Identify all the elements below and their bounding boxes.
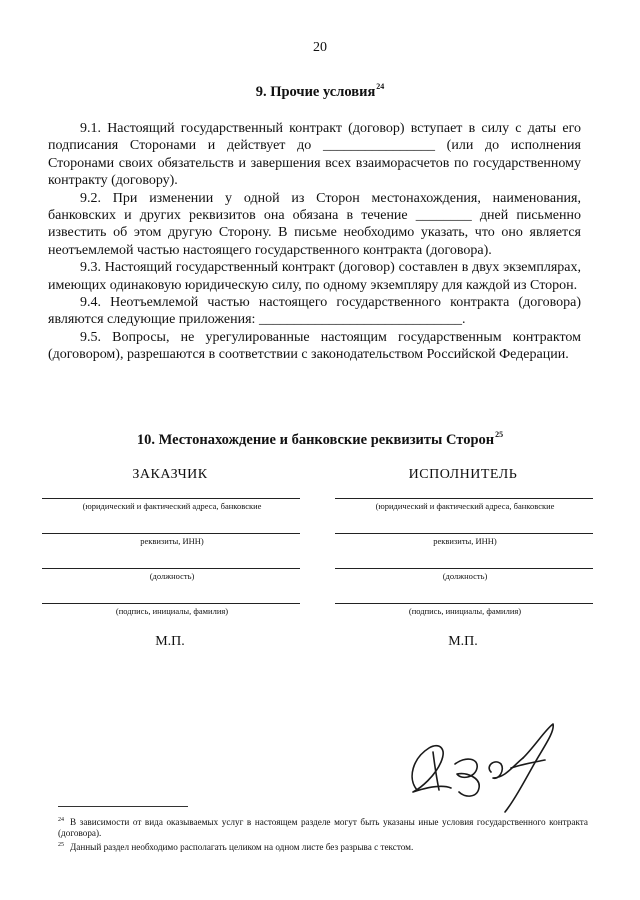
footnote-25-number: 25 [58, 842, 64, 848]
section-10-title [0, 430, 640, 449]
section-9-title-text: 9. Прочие условия [255, 84, 376, 100]
contractor-heading: ИСПОЛНИТЕЛЬ [408, 467, 518, 482]
footnote-separator [58, 806, 188, 807]
footnote-25-text: Данный раздел необходимо располагать целиком на одном листе без разрыва с текстом. [70, 842, 414, 852]
section-9-title [0, 82, 640, 101]
customer-requisites-line [42, 533, 300, 534]
section-10-title-text: 10. Местонахождение и банковские реквизиты Сторон [136, 432, 495, 448]
contractor-address-line [335, 498, 593, 499]
contractor-signature-line [335, 603, 593, 604]
customer-position-caption: (должность) [149, 571, 195, 581]
customer-requisites-caption: реквизиты, ИНН) [140, 536, 204, 546]
contractor-requisites-line [335, 533, 593, 534]
customer-seal-mark: М.П. [155, 634, 185, 649]
customer-address-line [42, 498, 300, 499]
contractor-address-caption: (юридический и фактический адреса, банковские [375, 501, 555, 511]
customer-heading: ЗАКАЗЧИК [132, 467, 208, 482]
customer-signature-caption: (подпись, инициалы, фамилия) [115, 606, 229, 616]
clause-9-5: 9.5. Вопросы, не урегулированные настоящим государственным контрактом (договором), разрешаются в соответствии с законодательством Российской Федерации. [48, 329, 581, 363]
clause-9-2: 9.2. При изменении у одной из Сторон местонахождения, наименования, банковских и других реквизитов она обязана в течение ________ дней письменно известить об этом другую Сторону. В письме необходимо указать, что оно является неотъемлемой частью настоящего государственного контракта (договора). [48, 190, 581, 258]
contractor-position-line [335, 568, 593, 569]
footnote-ref-24: 24 [376, 82, 385, 91]
page-number: 20 [313, 40, 327, 55]
footnote-ref-25: 25 [495, 430, 504, 439]
contractor-position-caption: (должность) [442, 571, 488, 581]
clause-9-3: 9.3. Настоящий государственный контракт (договор) составлен в двух экземплярах, имеющих одинаковую юридическую силу, по одному экземпляру для каждой из Сторон. [48, 260, 581, 293]
clause-9-1: 9.1. Настоящий государственный контракт (договор) вступает в силу с даты его подписания Сторонами и действует до ________________ (или до исполнения Сторонами своих обязательств и завершения всех взаиморасчетов по государственному контракту (договору). [48, 121, 581, 189]
handwritten-signature [395, 718, 575, 818]
customer-address-caption: (юридический и фактический адреса, банковские [82, 501, 262, 511]
customer-position-line [42, 568, 300, 569]
contractor-signature-caption: (подпись, инициалы, фамилия) [408, 606, 522, 616]
footnote-24 [58, 815, 588, 839]
footnote-24-number: 24 [58, 817, 64, 823]
section-9-body [48, 120, 581, 364]
customer-signature-line [42, 603, 300, 604]
footnote-24-text: В зависимости от вида оказываемых услуг в настоящем разделе могут быть указаны иные условия государственного контракта (договора). [58, 817, 588, 838]
contractor-seal-mark: М.П. [448, 634, 478, 649]
contractor-requisites-caption: реквизиты, ИНН) [433, 536, 497, 546]
footnote-25 [58, 840, 588, 853]
clause-9-4: 9.4. Неотъемлемой частью настоящего государственного контракта (договора) являются следующие приложения: _____________________________. [48, 295, 581, 328]
